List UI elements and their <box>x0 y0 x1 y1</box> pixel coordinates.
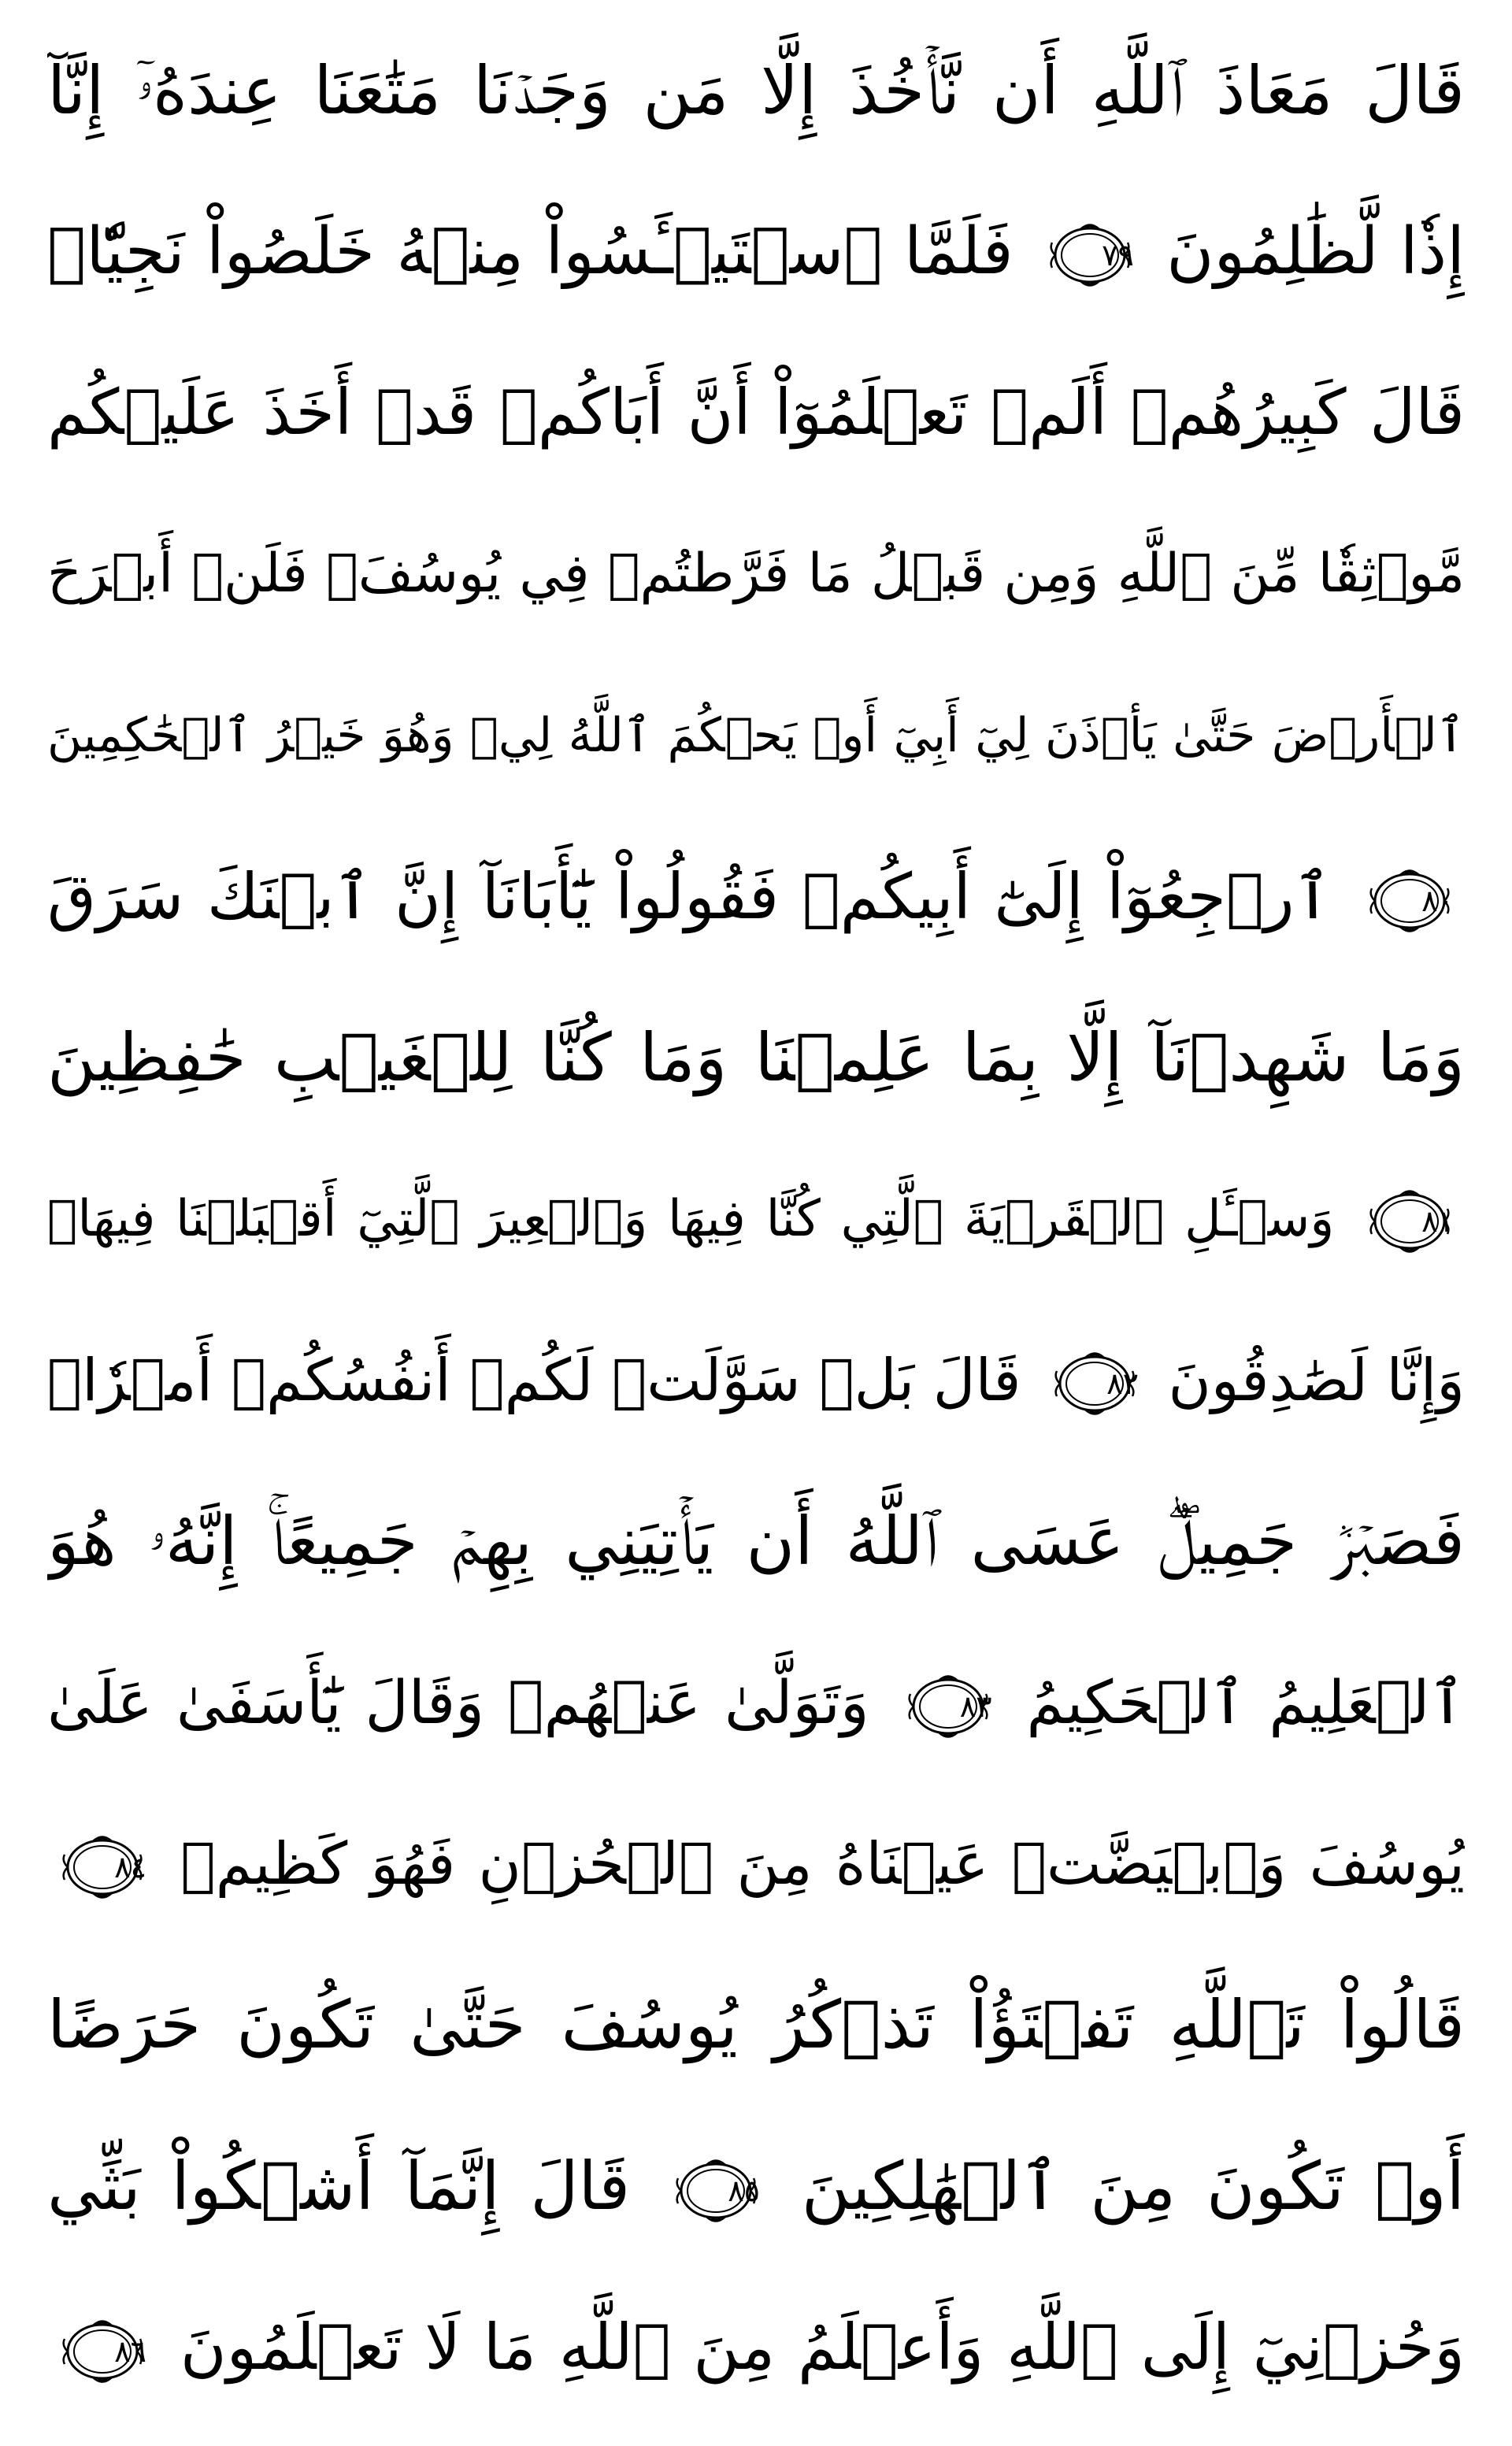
verse-text: وَمَا شَهِدۡنَآ إِلَّا بِمَا عَلِمۡنَا وَمَا كُنَّا لِلۡغَيۡبِ حَٰفِظِينَ <box>47 1019 1465 1097</box>
verse-line <box>47 838 1465 956</box>
verse-text: يُوسُفَ وَٱبۡيَضَّتۡ عَيۡنَاهُ مِنَ ٱلۡحُزۡنِ فَهُوَ كَظِيمٞ <box>180 1829 1465 1898</box>
verse-line <box>47 676 1465 795</box>
verse-text: مَّوۡثِقٗا مِّنَ ٱللَّهِ وَمِن قَبۡلُ مَا فَرَّطتُمۡ فِي يُوسُفَۖ فَلَنۡ أَبۡرَحَ <box>47 543 1465 606</box>
verse-line <box>47 32 1465 150</box>
verse-text: ٱلۡأَرۡضَ حَتَّىٰ يَأۡذَنَ لِيٓ أَبِيٓ أَوۡ يَحۡكُمَ ٱللَّهُ لِيۖ وَهُوَ خَيۡرُ ٱلۡحَٰكِمِينَ <box>47 707 1465 763</box>
ayah-number-marker <box>58 2318 146 2385</box>
verse-line <box>47 2127 1465 2245</box>
ayah-number: ٨٠ <box>1421 883 1454 918</box>
verse-text: قَالُواْ تَٱللَّهِ تَفۡتَؤُاْ تَذۡكُرُ يُوسُفَ حَتَّىٰ تَكُونَ حَرَضًا <box>47 1986 1465 2064</box>
verse-line <box>47 1966 1465 2084</box>
verse-text: قَالَ إِنَّمَآ أَشۡكُواْ بَثِّي <box>47 2148 631 2225</box>
verse-text: ٱرۡجِعُوٓاْ إِلَىٰٓ أَبِيكُمۡ فَقُولُواْ يَٰٓأَبَانَآ إِنَّ ٱبۡنَكَ سَرَقَ <box>47 859 1332 933</box>
ayah-number-marker <box>1051 1351 1139 1417</box>
verse-text: فَلَمَّا ٱسۡتَيۡـَٔسُواْ مِنۡهُ خَلَصُواْ نَجِيّٗاۖ <box>47 213 1014 289</box>
verse-line <box>47 1482 1465 1600</box>
verse-line <box>47 1321 1465 1440</box>
verse-line <box>47 193 1465 311</box>
verse-line <box>47 1160 1465 1278</box>
ayah-number: ٨٥ <box>728 2174 761 2209</box>
ayah-number: ٨٤ <box>114 1850 146 1885</box>
ayah-number-marker <box>1046 222 1134 288</box>
verse-text: وَحُزۡنِيٓ إِلَى ٱللَّهِ وَأَعۡلَمُ مِنَ ٱللَّهِ مَا لَا تَعۡلَمُونَ <box>180 2310 1465 2384</box>
verse-line <box>47 515 1465 633</box>
ayah-number: ٧٩ <box>1102 238 1134 273</box>
ayah-number: ٨٢ <box>1106 1366 1139 1402</box>
verse-text: ٱلۡعَلِيمُ ٱلۡحَكِيمُ <box>1026 1667 1465 1738</box>
ayah-number-marker <box>904 1673 992 1740</box>
verse-line <box>47 1644 1465 1762</box>
ayah-number: ٨٦ <box>114 2333 146 2369</box>
verse-line <box>47 2288 1465 2407</box>
verse-text: وَإِنَّا لَصَٰدِقُونَ <box>1168 1346 1465 1414</box>
verse-line <box>47 1805 1465 1923</box>
verse-line <box>47 999 1465 1117</box>
verse-text: وَتَوَلَّىٰ عَنۡهُمۡ وَقَالَ يَٰٓأَسَفَىٰ عَلَىٰ <box>47 1667 869 1738</box>
verse-text: قَالَ كَبِيرُهُمۡ أَلَمۡ تَعۡلَمُوٓاْ أَنَّ أَبَاكُمۡ قَدۡ أَخَذَ عَلَيۡكُم <box>47 376 1465 450</box>
verse-text: فَصَبۡرٞ جَمِيلٌۖ عَسَى ٱللَّهُ أَن يَأۡتِيَنِي بِهِمۡ جَمِيعًاۚ إِنَّهُۥ هُوَ <box>47 1503 1465 1581</box>
verse-text: إِذٗا لَّظَٰلِمُونَ <box>1166 213 1465 289</box>
ayah-number-marker <box>672 2158 760 2224</box>
ayah-number-marker <box>1366 868 1454 934</box>
verse-text: أَوۡ تَكُونَ مِنَ ٱلۡهَٰلِكِينَ <box>801 2148 1465 2225</box>
verse-line <box>47 354 1465 472</box>
verse-text: وَسۡـَٔلِ ٱلۡقَرۡيَةَ ٱلَّتِي كُنَّا فِيهَا وَٱلۡعِيرَ ٱلَّتِيٓ أَقۡبَلۡنَا فِيهَاۖ <box>47 1189 1335 1248</box>
ayah-number-marker <box>1366 1188 1454 1255</box>
verse-text: قَالَ بَلۡ سَوَّلَتۡ لَكُمۡ أَنفُسُكُمۡ أَمۡرٗاۖ <box>47 1346 1021 1414</box>
verse-text: قَالَ مَعَاذَ ٱللَّهِ أَن نَّأۡخُذَ إِلَّا مَن وَجَدۡنَا مَتَٰعَنَا عِندَهُۥٓ إِنَّآ <box>47 52 1465 129</box>
ayah-number: ٨١ <box>1421 1204 1454 1240</box>
ayah-number-marker <box>58 1834 146 1900</box>
ayah-number: ٨٣ <box>959 1689 992 1725</box>
